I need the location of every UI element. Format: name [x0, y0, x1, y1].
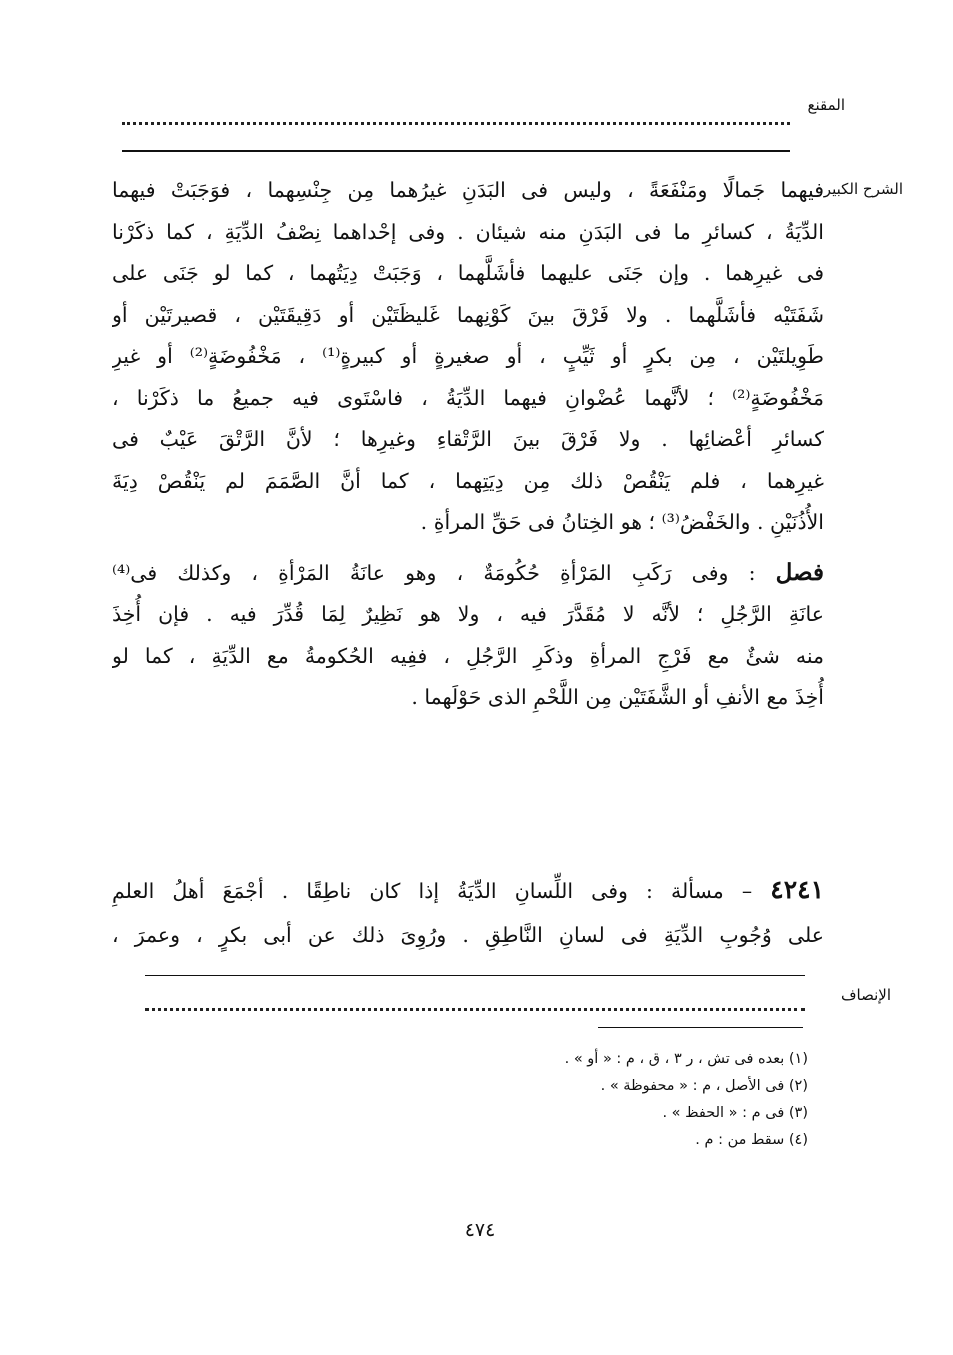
footnote: (٣) فى م : « الحفظ » . — [662, 1105, 808, 1121]
fasl-title: فصل — [775, 558, 824, 586]
muqni-label: المقنع — [807, 96, 845, 114]
fasl-line: أُخِذَ مع الأنفِ أو الشَّفَتَيْن مِن اللَّحْمِ الذى حَوْلَهما . — [411, 685, 824, 709]
fasl-line: منه شئٌ مع فَرْجِ المرأةِ وذكَرِ الرَّجُلِ ، ففِيه الحُكومةُ مع الدِّيَةِ ، كما لو — [112, 643, 824, 668]
sharh-line: فى غيرِهما . وإن جَنَى عليهما فأشَلَّهما ، وَجَبَتْ دِيَتُهما ، كما لو جَنَى على — [112, 261, 824, 285]
fasl-line: عانَةِ الرَّجُلِ ؛ لأنَّه لا مُقَدَّرَ فيه ، ولا هو نَظِيرٌ لِمَا قُدِّرَ فيه . فإن أُخِذَ — [112, 602, 824, 626]
footnote-rule — [598, 1027, 803, 1028]
header-rule — [122, 150, 790, 152]
fasl-line: : وفى رَكَبِ المَرْأةِ حُكُومَةٌ ، وهو عانَةُ المَرْأةِ ، وكذلك فى⁽⁴⁾ — [112, 560, 756, 585]
sharh-label: الشرح الكبير — [823, 180, 903, 198]
fasl-first-line — [112, 552, 824, 595]
sharh-line: مَخْفُوضَةٍ⁽²⁾ ؛ لأنَّهما عُضْوانِ فيهما الدِّيَةُ ، فاسْتَوى فيه جميعُ ما ذكَرْنا ، — [112, 385, 824, 410]
insaf-label: الإنصاف — [840, 986, 891, 1004]
sharh-line: الدِّيَةُ ، كسائرِ ما فى البَدَنِ منه شيئان . وفى إحْداهما نِصْفُ الدِّيَةِ ، كما ذكَرْنا — [112, 219, 824, 244]
footnotes — [388, 1046, 808, 1154]
sharh-line: الأُذُنَيْنِ . والخَفْضُ⁽³⁾ ؛ هو الخِتانُ فى حَقِّ المرأةِ . — [420, 510, 824, 534]
sharh-line: طَوِيلتَيْن ، مِن بكرٍ أو ثَيِّبٍ ، أو صغيرةٍ أو كبيرةٍ⁽¹⁾ ، مَخْفُوضَةٍ⁽²⁾ أو غيرِ — [112, 344, 824, 368]
muqni-dotted-line — [122, 122, 790, 125]
masala-rule — [145, 975, 805, 976]
masala-line: – مسألة : وفى اللِّسانِ الدِّيَةُ إذا كان ناطِقًا . أجْمَعَ أهلُ العلمِ — [112, 879, 753, 903]
sharh-line: شَفَتَيْه فأشَلَّهما . ولا فَرْقَ بينَ كَوْنِهما غَليظَتَيْن أو دَقِيقَتَيْن ، قصيرتَيْن أو — [112, 302, 824, 327]
footnote: (٢) فى الأصل ، م : « محفوظة » . — [600, 1078, 808, 1094]
sharh-text — [112, 170, 824, 719]
insaf-dotted-line — [145, 1008, 805, 1011]
footnote: (٤) سقط من : م . — [695, 1132, 808, 1148]
sharh-line: فيهما جَمالًا ومَنْفَعَةً ، وليس فى البَدَنِ غيرُهما مِن جِنْسِهما ، فوَجَبَتْ فيهما — [112, 178, 824, 202]
masala-number: ٤٢٤١ — [770, 875, 824, 904]
masala-text — [112, 868, 824, 957]
masala-first-line — [112, 868, 824, 913]
footnote: (١) بعده فى تش ، ر ٣ ، ق ، م : « أو » . — [564, 1051, 808, 1067]
page-number: ٤٧٤ — [464, 1219, 496, 1241]
sharh-line: غيرِهما ، فلم يَنْقُصْ ذلك مِن دِيَتِهما ، كما أنَّ الصَّمَمَ لم يَنْقُصْ دِيَةَ — [112, 468, 824, 493]
paragraph-gap — [112, 544, 824, 552]
masala-line: على وُجُوبِ الدِّيَةِ فى لسانِ النَّاطِقِ . ورُوِىَ ذلك عن أبى بكرٍ ، وعمرَ ، — [112, 923, 824, 947]
sharh-line: كسائرِ أعْضائِها . ولا فَرْقَ بينَ الرَّتْقاءِ وغيرِها ؛ لأنَّ الرَّتْقَ عَيْبٌ فى — [112, 427, 824, 451]
